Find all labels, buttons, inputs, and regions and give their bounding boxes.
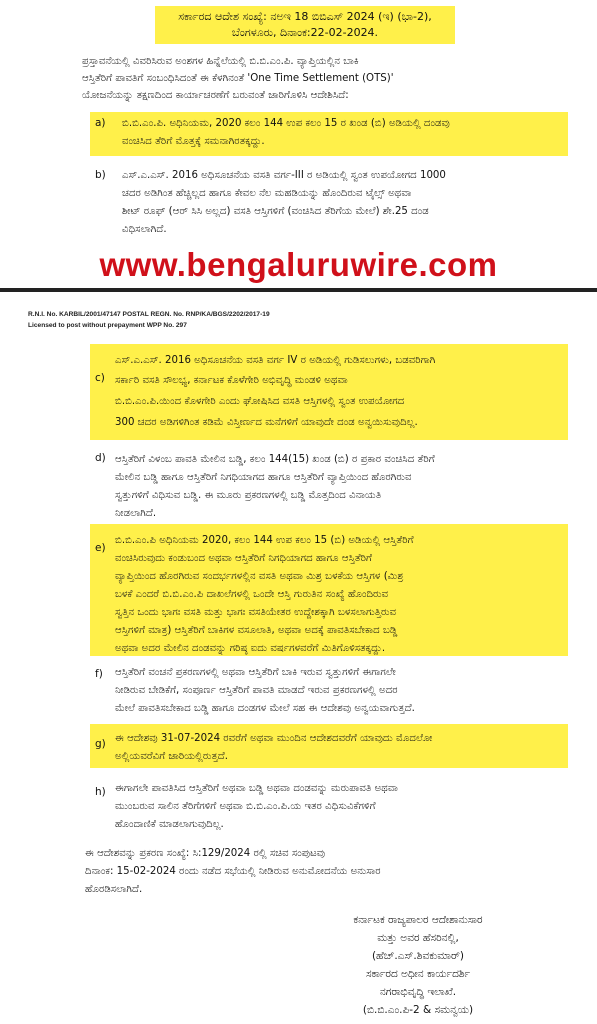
item-d-line-2: ಮೇಲಿನ ಬಡ್ಡಿ ಹಾಗೂ ಆಸ್ತಿತೆರಿಗೆ ನಿಗಧಿಯಾಗದ ಹಾಗೂ ಆಸ್ತಿತೆರಿಗೆ ವ್ಯಾಪ್ತಿಯಿಂದ ಹೊರಗಿರುವ: [115, 472, 412, 483]
intro-line-2: ಆಸ್ತಿತೆರಿಗೆ ಪಾವತಿಗೆ ಸಂಬಂಧಿಸಿದಂತೆ ಈ ಕೆಳಗಿನಂತೆ 'One Time Settlement (OTS)': [82, 73, 394, 84]
registration-line-2: Licensed to post without prepayment WPP No. 297: [28, 322, 187, 329]
signature-line-3: (ಹೆಚ್.ಎಸ್.ಶಿವಕುಮಾರ್): [371, 950, 465, 962]
item-e-line-6: ಆಸ್ತಿಗಳಿಗೆ ಮಾತ್ರ) ಆಸ್ತಿತೆರಿಗೆ ಬಾಕಿಗಳ ವಸೂಲಾತಿ, ಅಥವಾ ಅದಕ್ಕೆ ಪಾವತಿಸಬೇಕಾದ ಬಡ್ಡಿ: [115, 625, 398, 636]
item-b-line-4: ವಿಧಿಸಲಾಗಿದೆ.: [122, 224, 167, 235]
signature-line-4: ಸರ್ಕಾರದ ಅಧೀನ ಕಾರ್ಯದರ್ಶಿ: [365, 968, 471, 980]
item-e-label: e): [95, 542, 106, 554]
page-divider: [0, 288, 597, 292]
item-e-line-3: ವ್ಯಾಪ್ತಿಯಿಂದ ಹೊರಗಿರುವ ಸಂದರ್ಭಗಳಲ್ಲಿನ ವಸತಿ ಅಥವಾ ಮಿಶ್ರ ಬಳಕೆಯ ಆಸ್ತಿಗಳ (ಮಿಶ್ರ: [115, 571, 404, 582]
item-d-label: d): [95, 452, 106, 464]
item-h-line-2: ಮುಂಬರುವ ಸಾಲಿನ ತೆರಿಗೆಗಳಿಗೆ ಅಥವಾ ಬಿ.ಬಿ.ಎಂ.ಪಿ.ಯ ಇತರ ವಿಧಿಸುವಿಕೆಗಳಿಗೆ: [115, 801, 376, 812]
item-g-line-1: ಈ ಆದೇಶವು 31-07-2024 ರವರೆಗೆ ಅಥವಾ ಮುಂದಿನ ಆದೇಶದವರೆಗೆ ಯಾವುದು ಮೊದಲೋ: [115, 733, 433, 744]
item-c-line-3: ಬಿ.ಬಿ.ಎಂ.ಪಿ.ಯಿಂದ ಕೊಳಗೇರಿ ಎಂದು ಘೋಷಿಸಿದ ವಸತಿ ಆಸ್ತಿಗಳಲ್ಲಿ ಸ್ವಂತ ಉಪಯೋಗದ: [115, 396, 405, 407]
closing-line-1: ಈ ಆದೇಶವನ್ನು ಪ್ರಕರಣ ಸಂಖ್ಯೆ: ಸಿ:129/2024 ರಲ್ಲಿ ಸಚಿವ ಸಂಪುಟವು: [85, 848, 326, 859]
item-e-line-5: ಸ್ವತ್ತಿನ ಒಂದು ಭಾಗಃ ವಸತಿ ಮತ್ತು ಭಾಗಃ ವಸತಿಯೇತರ ಉದ್ದೇಶಕ್ಕಾಗಿ ಬಳಸಲಾಗುತ್ತಿರುವ: [115, 607, 397, 618]
item-b-label: b): [95, 169, 106, 181]
item-c-line-4: 300 ಚದರ ಅಡಿಗಳಿಗಿಂತ ಕಡಿಮೆ ವಿಸ್ತೀರ್ಣದ ಮನೆಗಳಿಗೆ ಯಾವುದೇ ದಂಡ ಅನ್ವಯಿಸುವುದಿಲ್ಲ.: [115, 417, 418, 428]
item-f-line-2: ನೀಡಿರುವ ಬೇಡಿಕೆಗೆ, ಸಂಪೂರ್ಣ ಆಸ್ತಿತೆರಿಗೆ ಪಾವತಿ ಮಾಡದೆ ಇರುವ ಪ್ರಕರಣಗಳಲ್ಲಿ ಅದರ: [115, 685, 398, 696]
item-e-line-2: ವಂಚಿಸಿರುವುದು ಕಂಡುಬಂದ ಅಥವಾ ಆಸ್ತಿತೆರಿಗೆ ನಿಗಧಿಯಾಗದ ಹಾಗೂ ಆಸ್ತಿತೆರಿಗೆ: [115, 553, 372, 564]
item-f-line-1: ಆಸ್ತಿತೆರಿಗೆ ವಂಚನೆ ಪ್ರಕರಣಗಳಲ್ಲಿ ಅಥವಾ ಆಸ್ತಿತೆರಿಗೆ ಬಾಕಿ ಇರುವ ಸ್ವತ್ತುಗಳಿಗೆ ಈಗಾಗಲೇ: [115, 667, 396, 678]
item-b-line-2: ಚದರ ಅಡಿಗಿಂತ ಹೆಚ್ಚಿಲ್ಲದ ಹಾಗೂ ಕೇವಲ ನೆಲ ಮಹಡಿಯನ್ನು ಹೊಂದಿರುವ ಟೈಲ್ಸ್ ಅಥವಾ: [122, 188, 412, 199]
signature-line-6: (ಬಿ.ಬಿ.ಎಂ.ಪಿ-2 & ಸಮನ್ವಯ): [362, 1004, 474, 1016]
item-a-line-1: ಬಿ.ಬಿ.ಎಂ.ಪಿ. ಅಧಿನಿಯಮ, 2020 ಕಲಂ 144 ಉಪ ಕಲಂ 15 ರ ಖಂಡ (ಬಿ) ಅಡಿಯಲ್ಲಿ ದಂಡವು: [122, 118, 450, 129]
item-g-label: g): [95, 738, 106, 750]
item-e-line-7: ಅಥವಾ ಅದರ ಮೇಲಿನ ದಂಡವನ್ನು ಗರಿಷ್ಠ ಐದು ವರ್ಷಗಳವರೆಗೆ ಮಿತಿಗೊಳಿಸತಕ್ಕದ್ದು.: [115, 643, 386, 654]
item-c-line-1: ಎಸ್.ಎ.ಎಸ್. 2016 ಅಧಿಸೂಚನೆಯ ವಸತಿ ವರ್ಗ IV ರ ಅಡಿಯಲ್ಲಿ ಗುಡಿಸಲುಗಳು, ಬಡವರಿಗಾಗಿ: [115, 355, 436, 366]
item-d-line-1: ಆಸ್ತಿತೆರಿಗೆ ವಿಳಂಬ ಪಾವತಿ ಮೇಲಿನ ಬಡ್ಡಿ, ಕಲಂ 144(15) ಖಂಡ (ಬಿ) ರ ಪ್ರಕಾರ ವಂಚಿಸಿದ ತೆರಿಗೆ: [115, 454, 435, 465]
item-b-line-1: ಎಸ್.ಎ.ಎಸ್. 2016 ಅಧಿಸೂಚನೆಯ ವಸತಿ ವರ್ಗ-III ರ ಅಡಿಯಲ್ಲಿ ಸ್ವಂತ ಉಪಯೋಗದ 1000: [122, 170, 446, 181]
signature-line-5: ನಗರಾಭಿವೃದ್ಧಿ ಇಲಾಖೆ.: [379, 986, 457, 998]
closing-line-3: ಹೊರಡಿಸಲಾಗಿದೆ.: [85, 884, 143, 895]
item-g-line-2: ಅಲ್ಲಿಯವರೆವಿಗೆ ಜಾರಿಯಲ್ಲಿರುತ್ತದೆ.: [115, 751, 228, 762]
item-e-line-1: ಬಿ.ಬಿ.ಎಂ.ಪಿ ಅಧಿನಿಯಮ 2020, ಕಲಂ 144 ಉಪ ಕಲಂ 15 (ಬಿ) ಅಡಿಯಲ್ಲಿ ಆಸ್ತಿತೆರಿಗೆ: [115, 535, 414, 546]
item-c-label: c): [95, 372, 105, 384]
item-f-label: f): [95, 668, 103, 680]
item-a-line-2: ವಂಚಿಸಿದ ತೆರಿಗೆ ಮೊತ್ತಕ್ಕೆ ಸಮನಾಗಿರತಕ್ಕದ್ದು.: [122, 136, 265, 147]
item-c-line-2: ಸರ್ಕಾರಿ ವಸತಿ ಸೌಲಭ್ಯ, ಕರ್ನಾಟಕ ಕೊಳೆಗೇರಿ ಅಭಿವೃದ್ಧಿ ಮಂಡಳಿ ಅಥವಾ: [115, 375, 348, 386]
signature-line-2: ಮತ್ತು ಅವರ ಹೆಸರಿನಲ್ಲಿ,: [377, 932, 459, 944]
item-f-line-3: ಮೇಲೆ ಪಾವತಿಸಬೇಕಾದ ಬಡ್ಡಿ ಹಾಗೂ ದಂಡಗಳ ಮೇಲೆ ಸಹ ಈ ಆದೇಶವು ಅನ್ವಯವಾಗುತ್ತದೆ.: [115, 703, 415, 714]
order-number: ಸರ್ಕಾರದ ಆದೇಶ ಸಂಖ್ಯೆ: ನಅಇ 18 ಬಿಬಿಎಸ್ 2024 (ಇ) (ಭಾ-2),: [178, 10, 432, 23]
item-d-line-3: ಸ್ವತ್ತುಗಳಿಗೆ ವಿಧಿಸುವ ಬಡ್ಡಿ. ಈ ಮೂರು ಪ್ರಕರಣಗಳಲ್ಲಿ ಬಡ್ಡಿ ಮೊತ್ತದಿಂದ ವಿನಾಯತಿ: [115, 490, 382, 501]
item-a-label: a): [95, 117, 106, 129]
item-h-line-3: ಹೊಂದಾಣಿಕೆ ಮಾಡಲಾಗುವುದಿಲ್ಲ.: [115, 819, 224, 830]
registration-line-1: R.N.I. No. KARBIL/2001/47147 POSTAL REGN. No. RNP/KA/BGS/2202/2017-19: [28, 311, 270, 318]
intro-line-3: ಯೋಜನೆಯನ್ನು ತಕ್ಷಣದಿಂದ ಕಾರ್ಯಾಚರಣೆಗೆ ಬರುವಂತೆ ಜಾರಿಗೊಳಿಸಿ ಆದೇಶಿಸಿದೆ:: [82, 90, 349, 101]
item-b-line-3: ಶೀಟ್ ರೂಫ್ (ಆರ್ ಸಿಸಿ ಅಲ್ಲದ) ವಸತಿ ಆಸ್ತಿಗಳಿಗೆ (ವಂಚಿಸಿದ ತೆರಿಗೆಯ ಮೇಲೆ) ಶೇ.25 ದಂಡ: [122, 206, 429, 217]
item-d-line-4: ನೀಡಲಾಗಿದೆ.: [115, 508, 157, 519]
signature-line-1: ಕರ್ನಾಟಕ ರಾಜ್ಯಪಾಲರ ಆದೇಶಾನುಸಾರ: [353, 914, 483, 926]
order-header: [155, 6, 455, 44]
website-watermark: www.bengaluruwire.com: [99, 246, 498, 283]
intro-line-1: ಪ್ರಸ್ತಾವನೆಯಲ್ಲಿ ವಿವರಿಸಿರುವ ಅಂಶಗಳ ಹಿನ್ನೆಲೆಯಲ್ಲಿ ಬಿ.ಬಿ.ಎಂ.ಪಿ. ವ್ಯಾಪ್ತಿಯಲ್ಲಿನ ಬಾಕಿ: [82, 56, 359, 67]
order-place-date: ಬೆಂಗಳೂರು, ದಿನಾಂಕ:22-02-2024.: [231, 26, 379, 39]
item-h-line-1: ಈಗಾಗಲೇ ಪಾವತಿಸಿದ ಆಸ್ತಿತೆರಿಗೆ ಅಥವಾ ಬಡ್ಡಿ ಅಥವಾ ದಂಡವನ್ನು ಮರುಪಾವತಿ ಅಥವಾ: [115, 783, 399, 794]
item-h-label: h): [95, 786, 106, 798]
closing-line-2: ದಿನಾಂಕ: 15-02-2024 ರಂದು ನಡೆದ ಸಭೆಯಲ್ಲಿ ನೀಡಿರುವ ಅನುಮೋದನೆಯ ಅನುಸಾರ: [85, 866, 381, 877]
item-e-line-4: ಬಳಕೆ ಎಂದರೆ ಬಿ.ಬಿ.ಎಂ.ಪಿ ದಾಖಲೆಗಳಲ್ಲಿ ಒಂದೇ ಆಸ್ತಿ ಗುರುತಿನ ಸಂಖ್ಯೆ ಹೊಂದಿರುವ: [115, 589, 389, 600]
